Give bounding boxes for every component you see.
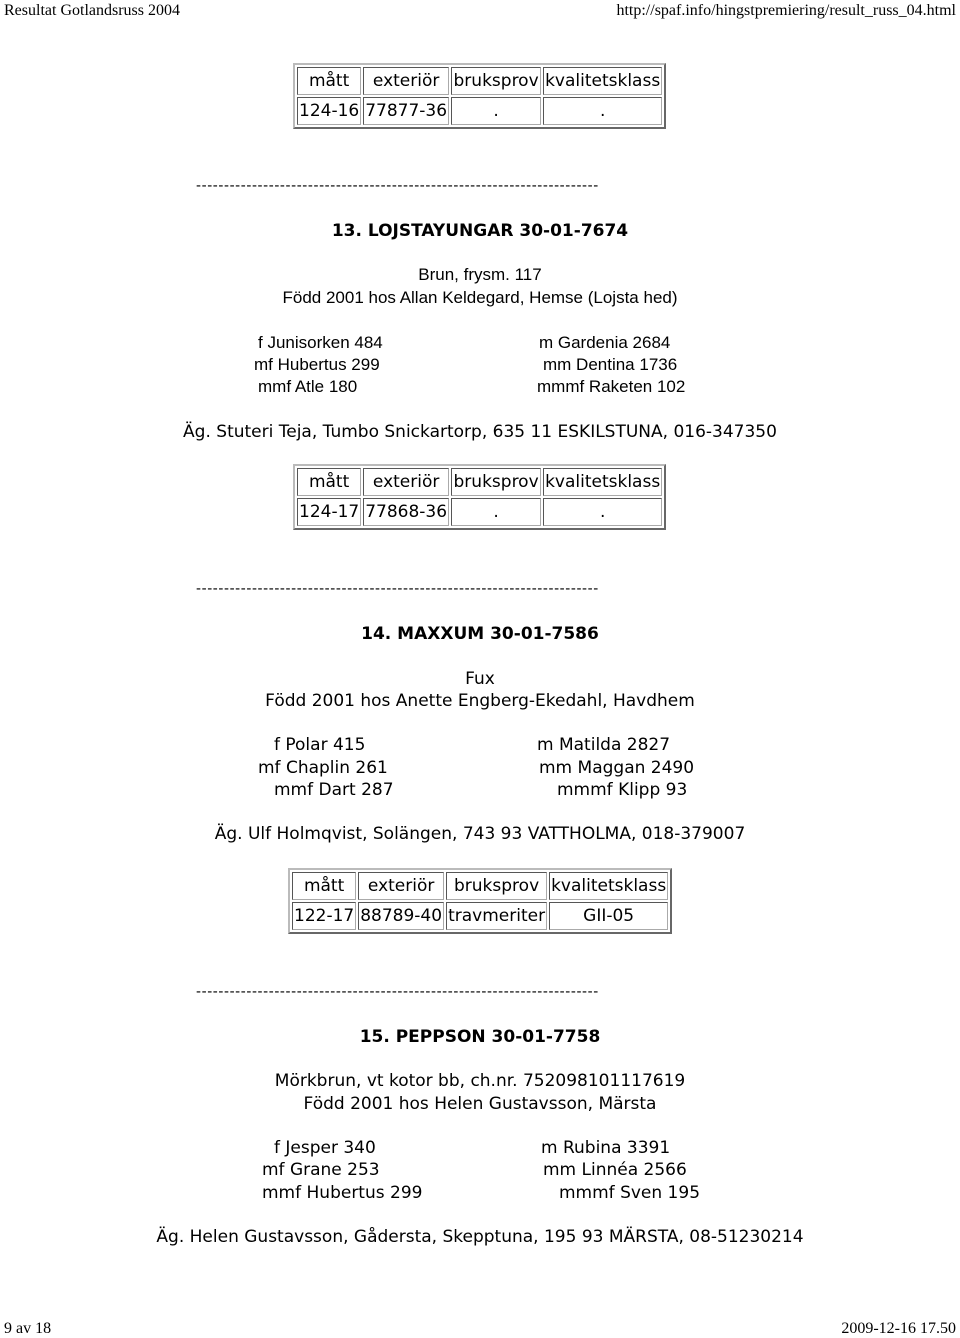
pedigree-mmmf: mmmf Sven 195	[559, 1183, 701, 1203]
header-cell: kvalitetsklass	[543, 67, 662, 95]
horse-title: 14. MAXXUM 30-01-7586	[361, 624, 599, 644]
pedigree-mm: mm Maggan 2490	[539, 758, 695, 778]
page-url: http://spaf.info/hingstpremiering/result_russ_04.html	[616, 2, 956, 19]
pedigree-m: m Matilda 2827	[537, 735, 671, 755]
pedigree-mm: mm Dentina 1736	[543, 355, 678, 374]
table-cell: 77868-36	[363, 498, 449, 526]
separator-line: ------------------------------------------------------------------------	[196, 983, 599, 1000]
header-cell: kvalitetsklass	[543, 468, 662, 496]
pedigree-mmmf: mmmf Klipp 93	[557, 780, 688, 800]
pedigree-mmmf: mmmf Raketen 102	[537, 377, 686, 396]
table-cell: 124-17	[297, 498, 361, 526]
table-header-row	[297, 67, 662, 95]
header-cell: exteriör	[363, 67, 449, 95]
owner-line: Äg. Ulf Holmqvist, Solängen, 743 93 VATTHOLMA, 018-379007	[214, 824, 746, 844]
pedigree-m: m Gardenia 2684	[539, 333, 671, 352]
pedigree-mf: mf Hubertus 299	[254, 355, 380, 374]
horse-title: 13. LOJSTAYUNGAR 30-01-7674	[331, 221, 629, 241]
table-cell: GII-05	[549, 902, 668, 930]
header-cell: mått	[297, 468, 361, 496]
horse-born: Född 2001 hos Anette Engberg-Ekedahl, Havdhem	[265, 691, 695, 711]
table-cell: 88789-40	[358, 902, 444, 930]
header-cell: mått	[297, 67, 361, 95]
table-row	[297, 498, 662, 526]
header-cell: exteriör	[358, 872, 444, 900]
print-timestamp: 2009-12-16 17.50	[841, 1320, 956, 1337]
result-table-14	[288, 868, 672, 934]
table-row	[297, 97, 662, 125]
table-row	[292, 902, 668, 930]
header-cell: bruksprov	[451, 67, 541, 95]
separator-line: ------------------------------------------------------------------------	[196, 580, 599, 597]
table-cell: 122-17	[292, 902, 356, 930]
horse-color: Brun, frysm. 117	[418, 265, 542, 284]
pedigree-mf: mf Chaplin 261	[258, 758, 388, 778]
pedigree-mf: mf Grane 253	[262, 1160, 380, 1180]
table-cell: .	[451, 498, 541, 526]
pedigree-mmf: mmf Atle 180	[258, 377, 358, 396]
page-title: Resultat Gotlandsruss 2004	[4, 2, 180, 19]
horse-title: 15. PEPPSON 30-01-7758	[359, 1027, 601, 1047]
table-cell: 124-16	[297, 97, 361, 125]
pedigree-f: f Jesper 340	[274, 1138, 376, 1158]
owner-line: Äg. Stuteri Teja, Tumbo Snickartorp, 635 11 ESKILSTUNA, 016-347350	[183, 422, 777, 442]
horse-born: Född 2001 hos Helen Gustavsson, Märsta	[303, 1094, 657, 1114]
table-cell: 77877-36	[363, 97, 449, 125]
horse-color: Fux	[465, 669, 495, 689]
separator-line: ------------------------------------------------------------------------	[196, 177, 599, 194]
table-cell: .	[543, 97, 662, 125]
header-cell: bruksprov	[446, 872, 547, 900]
pedigree-mm: mm Linnéa 2566	[543, 1160, 687, 1180]
owner-line: Äg. Helen Gustavsson, Gådersta, Skepptuna, 195 93 MÄRSTA, 08-51230214	[156, 1227, 804, 1247]
result-table-13	[293, 464, 666, 530]
table-header-row	[297, 468, 662, 496]
table-cell: travmeriter	[446, 902, 547, 930]
table-cell: .	[543, 498, 662, 526]
table-cell: .	[451, 97, 541, 125]
pedigree-f: f Polar 415	[274, 735, 366, 755]
result-table-12	[293, 63, 666, 129]
print-footer	[0, 1318, 960, 1338]
header-cell: kvalitetsklass	[549, 872, 668, 900]
header-cell: exteriör	[363, 468, 449, 496]
horse-color: Mörkbrun, vt kotor bb, ch.nr. 752098101117619	[274, 1071, 686, 1091]
print-header	[0, 0, 960, 26]
horse-born: Född 2001 hos Allan Keldegard, Hemse (Lojsta hed)	[282, 288, 678, 307]
pedigree-f: f Junisorken 484	[258, 333, 383, 352]
table-header-row	[292, 872, 668, 900]
header-cell: mått	[292, 872, 356, 900]
page-count: 9 av 18	[4, 1320, 52, 1337]
header-cell: bruksprov	[451, 468, 541, 496]
pedigree-mmf: mmf Hubertus 299	[262, 1183, 423, 1203]
pedigree-mmf: mmf Dart 287	[274, 780, 394, 800]
pedigree-m: m Rubina 3391	[541, 1138, 671, 1158]
